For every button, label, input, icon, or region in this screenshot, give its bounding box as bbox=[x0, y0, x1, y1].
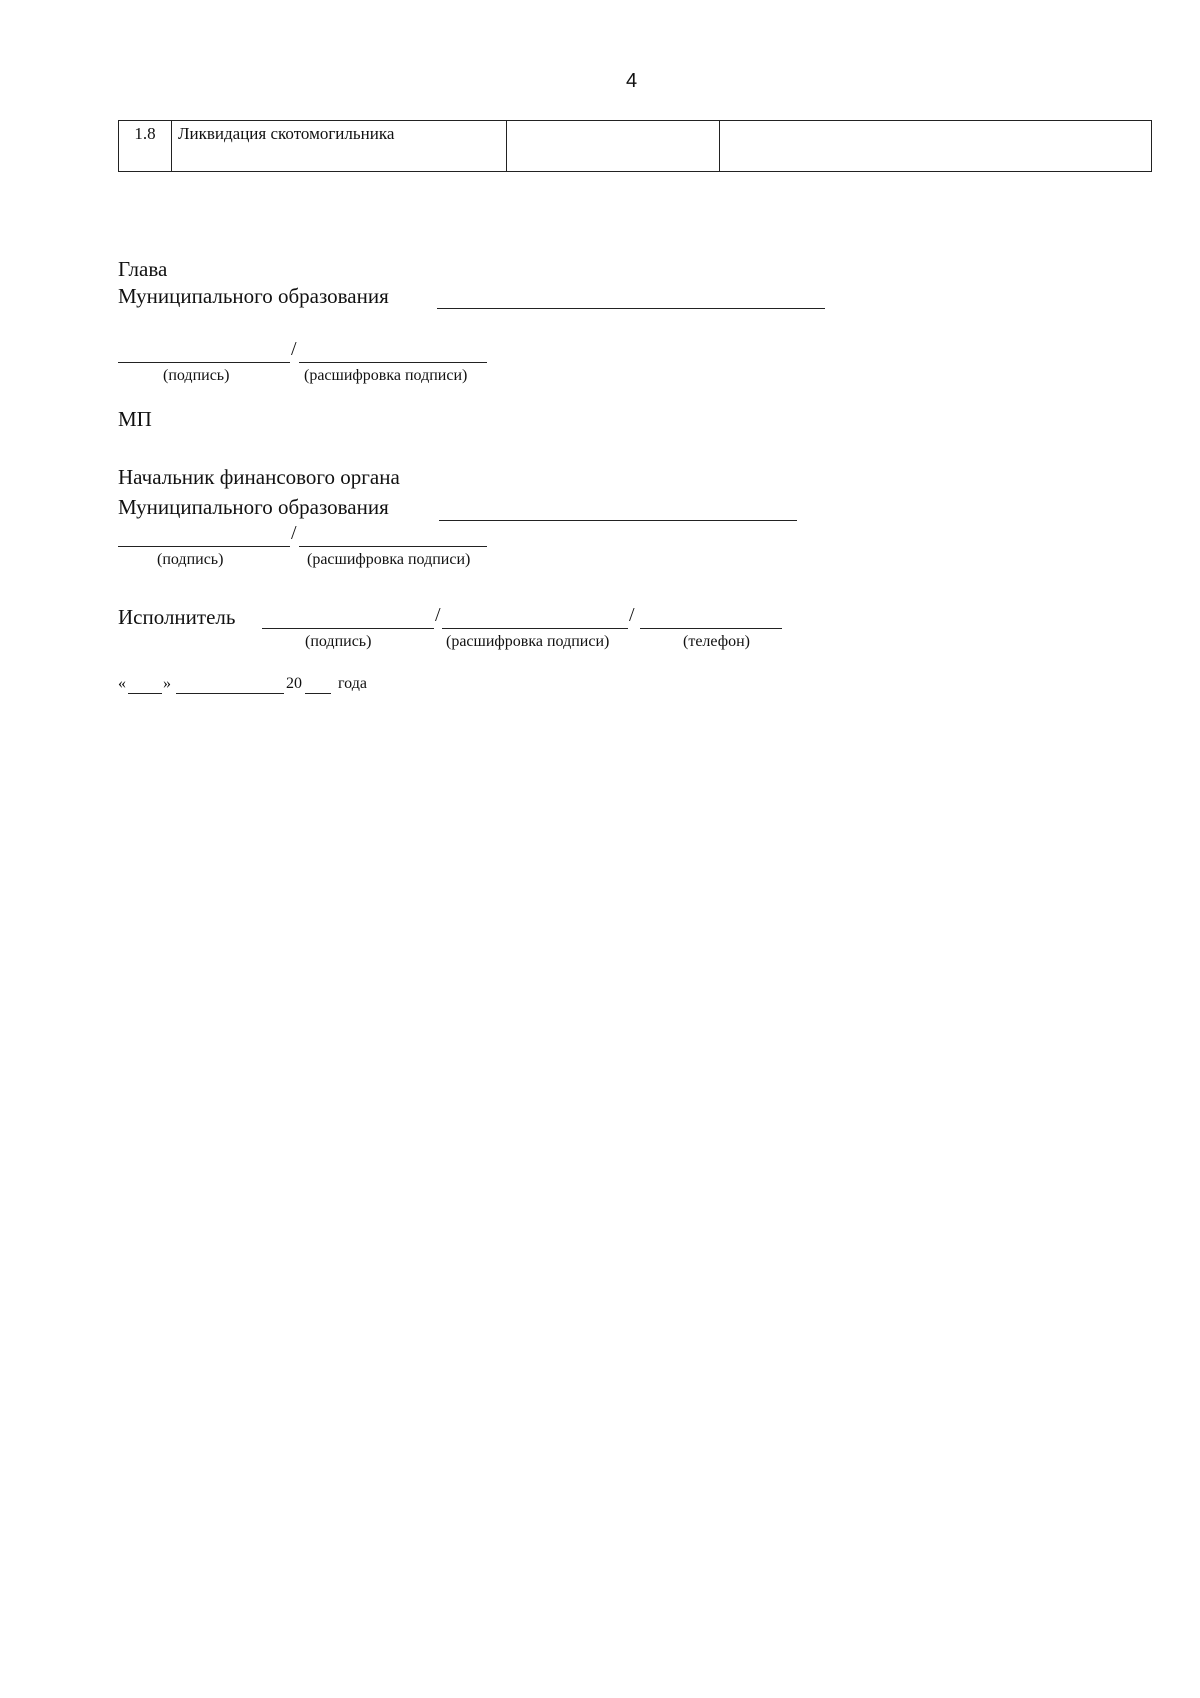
head-signature-line bbox=[118, 362, 290, 363]
date-year-suffix: года bbox=[338, 675, 367, 692]
head-municipality-line bbox=[437, 308, 825, 309]
finance-signature-line bbox=[118, 546, 290, 547]
executor-signature-caption: (подпись) bbox=[305, 633, 372, 650]
executor-decode-line bbox=[442, 628, 628, 629]
date-month-line bbox=[176, 693, 284, 694]
executor-phone-caption: (телефон) bbox=[683, 633, 750, 650]
stamp-label: МП bbox=[118, 407, 152, 431]
row-value-cell bbox=[507, 121, 720, 172]
executor-decode-caption: (расшифровка подписи) bbox=[446, 633, 610, 650]
page-number: 4 bbox=[626, 70, 638, 92]
finance-municipality-label: Муниципального образования bbox=[118, 495, 389, 519]
finance-title: Начальник финансового органа bbox=[118, 465, 400, 489]
head-title: Глава bbox=[118, 257, 168, 281]
executor-signature-line bbox=[262, 628, 434, 629]
executor-slash-2: / bbox=[629, 604, 635, 626]
date-close-quote: » bbox=[163, 675, 171, 692]
date-open-quote: « bbox=[118, 675, 126, 692]
date-year-prefix: 20 bbox=[286, 675, 302, 692]
budget-table bbox=[118, 120, 1152, 172]
date-day-line bbox=[128, 693, 162, 694]
executor-slash-1: / bbox=[435, 604, 441, 626]
row-number-cell: 1.8 bbox=[119, 121, 172, 172]
head-slash: / bbox=[291, 338, 297, 360]
head-decode-line bbox=[299, 362, 487, 363]
finance-decode-caption: (расшифровка подписи) bbox=[307, 551, 471, 568]
row-name-cell: Ликвидация скотомогильника bbox=[172, 121, 507, 172]
head-municipality-label: Муниципального образования bbox=[118, 284, 389, 308]
date-year-line bbox=[305, 693, 331, 694]
executor-phone-line bbox=[640, 628, 782, 629]
finance-municipality-line bbox=[439, 520, 797, 521]
executor-label: Исполнитель bbox=[118, 605, 236, 629]
finance-signature-caption: (подпись) bbox=[157, 551, 224, 568]
table-row bbox=[119, 121, 1152, 172]
finance-slash: / bbox=[291, 522, 297, 544]
finance-decode-line bbox=[299, 546, 487, 547]
head-signature-caption: (подпись) bbox=[163, 367, 230, 384]
row-value-cell-2 bbox=[720, 121, 1152, 172]
head-decode-caption: (расшифровка подписи) bbox=[304, 367, 468, 384]
